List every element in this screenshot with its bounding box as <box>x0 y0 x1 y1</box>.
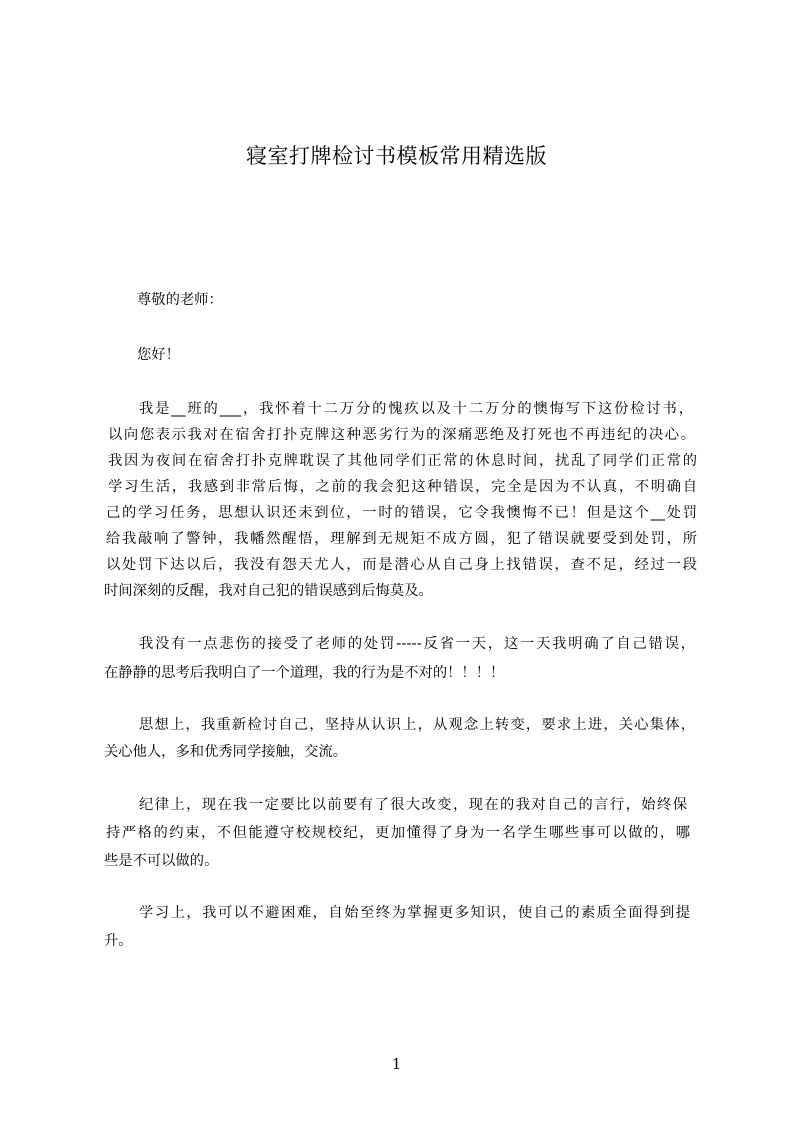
paragraph-2-line-2: 在静静的思考后我明白了一个道理，我的行为是不对的！！！！ <box>104 665 505 681</box>
paragraph-4-line-1: 纪律上，现在我一定要比以前要有了很大改变，现在的我对自己的言行，始终保 <box>139 797 687 813</box>
paragraph-2-line-1: 我没有一点悲伤的接受了老师的处罚-----反省一天，这一天我明确了自己错误， <box>139 636 695 652</box>
salutation: 尊敬的老师： <box>137 292 223 308</box>
paragraph-5-line-2: 升。 <box>104 933 133 949</box>
greeting: 您好！ <box>137 347 180 363</box>
paragraph-1-line-4: 学习生活，我感到非常后悔，之前的我会犯这种错误，完全是因为不认真，不明确自 <box>108 479 697 495</box>
paragraph-4-line-2: 持严格的约束，不但能遵守校规校纪，更加懂得了身为一名学生哪些事可以做的，哪 <box>106 825 690 841</box>
document-title: 寝室打牌检讨书模板常用精选版 <box>246 144 547 168</box>
paragraph-1-line-3: 我因为夜间在宿舍打扑克牌耽误了其他同学们正常的休息时间，扰乱了同学们正常的 <box>108 453 697 469</box>
paragraph-1-line-2: 以向您表示我对在宿舍打扑克牌这种恶劣行为的深痛恶绝及打死也不再违纪的决心。 <box>108 427 695 443</box>
paragraph-1-line-6: 给我敲响了警钟，我幡然醒悟，理解到无规矩不成方圆，犯了错误就要受到处罚，所 <box>106 531 697 547</box>
page-number: 1 <box>391 1055 402 1073</box>
paragraph-1-line-1: 我是__班的___，我怀着十二万分的愧疚以及十二万分的懊悔写下这份检讨书， <box>139 401 693 417</box>
paragraph-1-line-5: 己的学习任务，思想认识还未到位，一时的错误，它令我懊悔不已！但是这个__处罚 <box>106 505 697 521</box>
paragraph-3-line-1: 思想上，我重新检讨自己，坚持从认识上，从观念上转变，要求上进，关心集体， <box>139 717 695 733</box>
paragraph-3-line-2: 关心他人，多和优秀同学接触，交流。 <box>104 744 348 760</box>
paragraph-1-line-8: 时间深刻的反醒，我对自己犯的错误感到后悔莫及。 <box>104 583 433 599</box>
paragraph-5-line-1: 学习上，我可以不避困难，自始至终为掌握更多知识，使自己的素质全面得到提 <box>139 905 690 921</box>
paragraph-4-line-3: 些是不可以做的。 <box>104 853 219 869</box>
paragraph-1-line-7: 以处罚下达以后，我没有怨天尤人，而是潜心从自己身上找错误，查不足，经过一段 <box>106 557 697 573</box>
